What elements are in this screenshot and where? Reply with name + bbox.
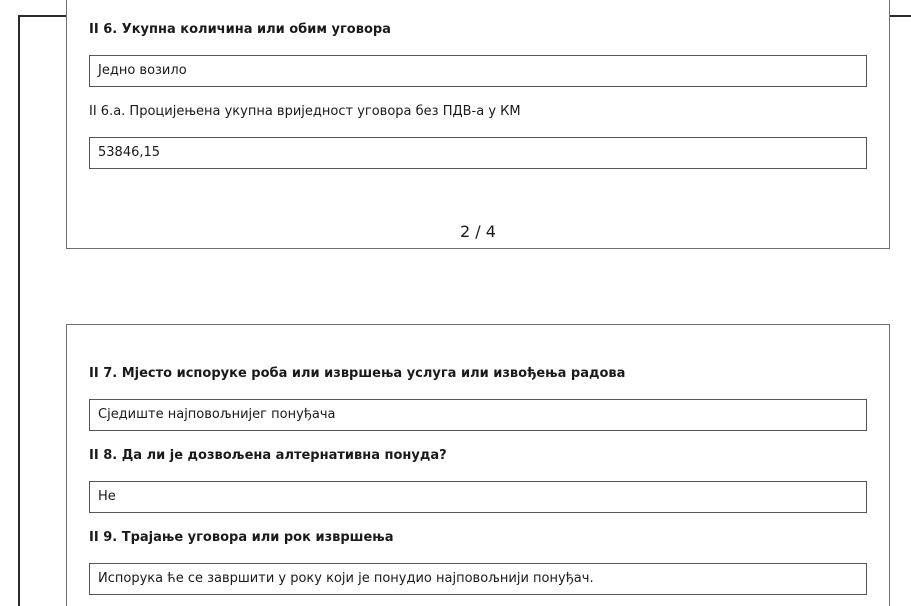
section-6-value-field[interactable]: Једно возило	[89, 55, 867, 87]
section-7-heading: II 7. Мјесто испоруке роба или извршења услуга или извођења радова	[89, 366, 626, 381]
document-page-2	[66, 0, 890, 249]
section-8-heading: II 8. Да ли је дозвољена алтернативна понуда?	[89, 448, 447, 463]
section-8-value-field[interactable]: Не	[89, 481, 867, 513]
section-6a-heading: II 6.а. Процијењена укупна вриједност уговора без ПДВ-а у КМ	[89, 104, 521, 119]
page-number-indicator: 2 / 4	[460, 222, 496, 241]
section-7-value-field[interactable]: Сједиште најповољнијег понуђача	[89, 399, 867, 431]
section-6-heading: II 6. Укупна количина или обим уговора	[89, 22, 391, 37]
section-6a-value-field[interactable]: 53846,15	[89, 137, 867, 169]
section-9-heading: II 9. Трајање уговора или рок извршења	[89, 530, 394, 545]
document-page-3	[66, 324, 890, 606]
section-9-value-field[interactable]: Испорука ће се завршити у року који је понудио најповољнији понуђач.	[89, 563, 867, 595]
